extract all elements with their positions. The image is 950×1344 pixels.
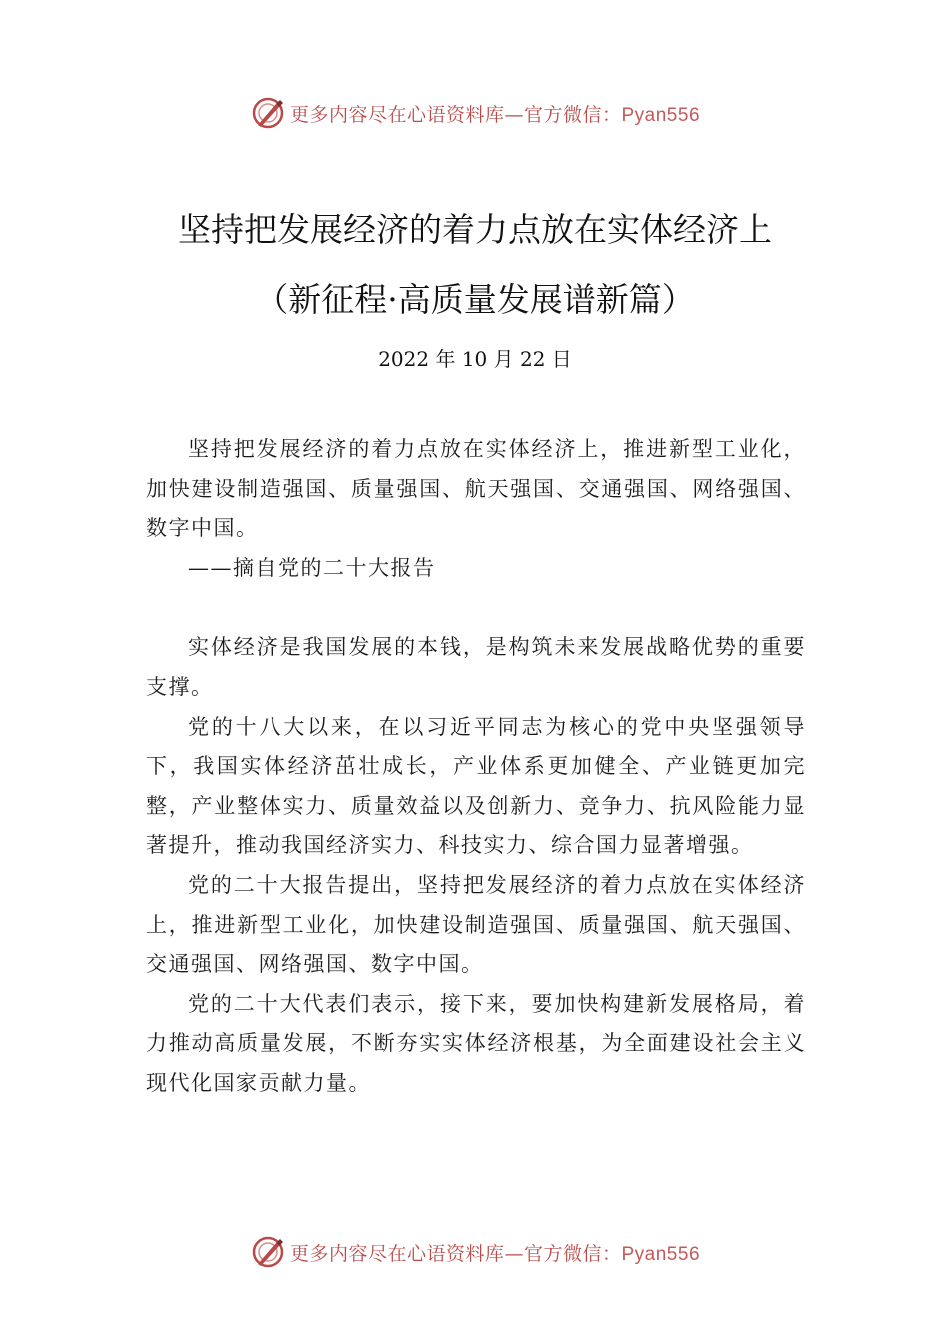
quote-source: ——摘自党的二十大报告 [188, 555, 436, 580]
wechat-id: Pyan556 [621, 104, 701, 126]
quote-paragraph: 坚持把发展经济的着力点放在实体经济上，推进新型工业化，加快建设制造强国、质量强国、航天强国、交通强国、网络强国、数字中国。 [146, 437, 806, 541]
body-paragraph: 实体经济是我国发展的本钱，是构筑未来发展战略优势的重要支撑。 [146, 635, 806, 699]
page-title: 坚持把发展经济的着力点放在实体经济上 [178, 210, 772, 249]
banner-text [290, 100, 700, 127]
body-paragraph: 党的十八大以来，在以习近平同志为核心的党中央坚强领导下，我国实体经济茁壮成长，产业体系更加健全、产业链更加完整，产业整体实力、质量效益以及创新力、竞争力、抗风险能力显著提升，推动我国经济实力、科技实力、综合国力显著增强。 [146, 714, 806, 858]
banner-prefix: 更多内容尽在心语资料库—官方微信： [289, 1242, 622, 1265]
pen-logo-icon [250, 95, 286, 131]
banner-text [290, 1239, 700, 1266]
pen-logo-icon [250, 1234, 286, 1270]
wechat-id: Pyan556 [621, 1243, 701, 1265]
banner-prefix: 更多内容尽在心语资料库—官方微信： [289, 103, 622, 126]
body-paragraph: 党的二十大报告提出，坚持把发展经济的着力点放在实体经济上，推进新型工业化，加快建设制造强国、质量强国、航天强国、交通强国、网络强国、数字中国。 [146, 872, 806, 977]
header-banner [0, 93, 950, 133]
article-body [146, 430, 806, 1104]
publish-date: 2022 年 10 月 22 日 [378, 347, 572, 371]
body-paragraph: 党的二十大代表们表示，接下来，要加快构建新发展格局，着力推动高质量发展，不断夯实实体经济根基，为全面建设社会主义现代化国家贡献力量。 [146, 991, 806, 1095]
page-subtitle: （新征程·高质量发展谱新篇） [255, 280, 695, 319]
footer-banner [0, 1232, 950, 1272]
